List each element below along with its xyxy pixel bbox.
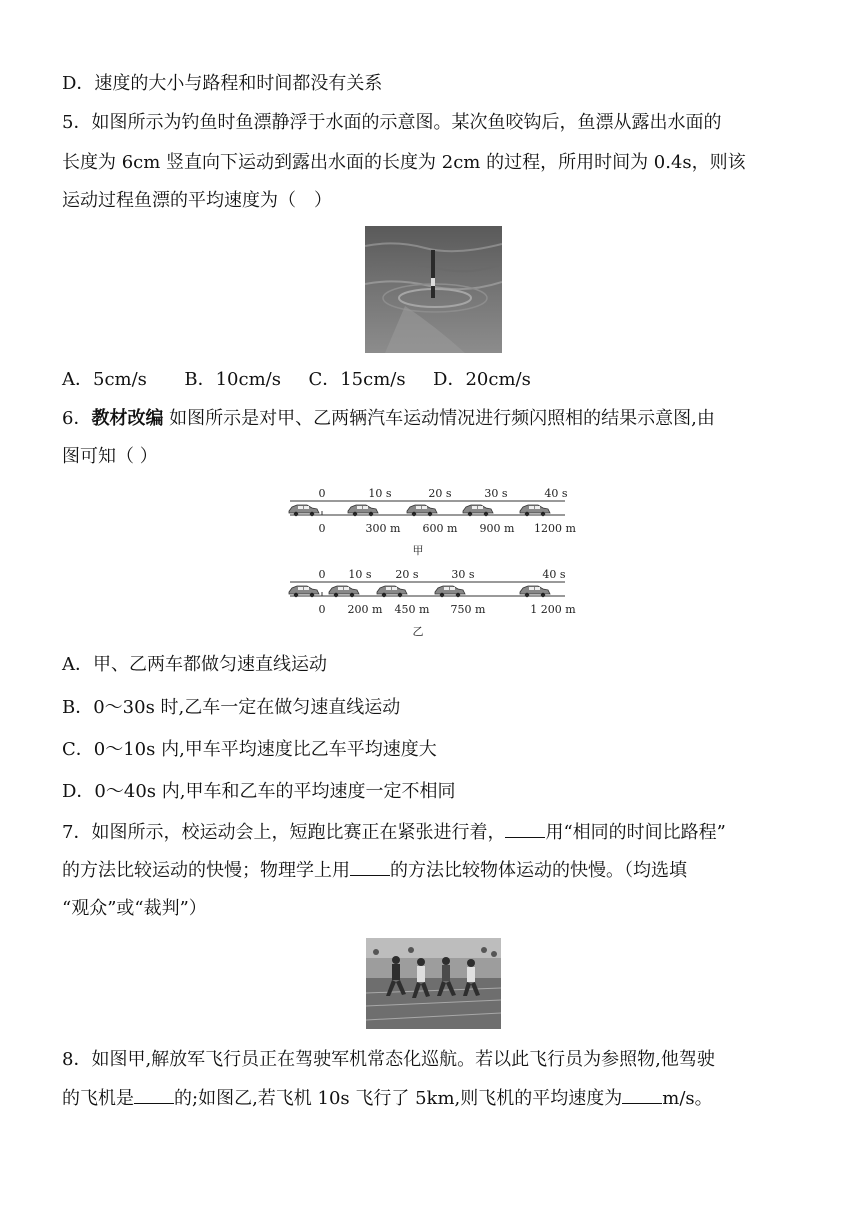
q5-option-c[interactable]: C．15cm/s	[308, 369, 406, 390]
q7-text-line2	[62, 857, 687, 884]
jia-dist-0: 0	[318, 522, 326, 535]
jia-dist-1: 300 m	[365, 522, 401, 535]
jia-time-4: 40 s	[544, 487, 568, 500]
q8-blank-1[interactable]	[134, 1085, 174, 1104]
q6-text-line2: 图可知（ ）	[62, 446, 158, 467]
jia-time-0: 0	[318, 487, 326, 500]
q6-line1-rest: 如图所示是对甲、乙两辆汽车运动情况进行频闪照相的结果示意图,由	[163, 408, 715, 429]
fishing-float-photo	[365, 226, 502, 353]
jia-dist-2: 600 m	[422, 522, 458, 535]
q8-line2-c: m/s。	[662, 1088, 713, 1109]
jia-caption: 甲	[412, 544, 424, 557]
q8-blank-2[interactable]	[622, 1085, 662, 1104]
yi-caption: 乙	[412, 625, 424, 638]
sprint-race-image	[366, 938, 501, 1029]
q6-text-line1	[62, 406, 715, 432]
yi-dist-3: 750 m	[450, 603, 486, 616]
q7-blank-1[interactable]	[505, 819, 545, 838]
car-motion-diagram	[285, 483, 580, 643]
jia-time-1: 10 s	[368, 487, 392, 500]
yi-time-1: 10 s	[348, 568, 372, 581]
q6-option-d[interactable]: D．0～40s 内,甲车和乙车的平均速度一定不相同	[62, 781, 456, 802]
q7-text-line3: “观众”或“裁判”）	[62, 898, 207, 919]
q5-option-b[interactable]: B．10cm/s	[184, 369, 281, 390]
jia-time-2: 20 s	[428, 487, 452, 500]
q5-text-line1: 5．如图所示为钓鱼时鱼漂静浮于水面的示意图。某次鱼咬钩后，鱼漂从露出水面的	[62, 112, 722, 133]
yi-dist-2: 450 m	[394, 603, 430, 616]
q5-options	[62, 367, 531, 393]
yi-dist-0: 0	[318, 603, 326, 616]
q7-line1-b: 用“相同的时间比路程”	[545, 822, 726, 843]
yi-time-0: 0	[318, 568, 326, 581]
q8-text-line1: 8．如图甲,解放军飞行员正在驾驶军机常态化巡航。若以此飞行员为参照物,他驾驶	[62, 1049, 715, 1070]
q8-line2-a: 的飞机是	[62, 1088, 134, 1109]
q7-line2-a: 的方法比较运动的快慢；物理学上用	[62, 860, 350, 881]
yi-time-3: 30 s	[451, 568, 475, 581]
q5-text-line3: 运动过程鱼漂的平均速度为（ ）	[62, 190, 332, 211]
q5-text-line2: 长度为 6cm 竖直向下运动到露出水面的长度为 2cm 的过程，所用时间为 0.4s，则该	[62, 152, 746, 173]
q4-option-d: D．速度的大小与路程和时间都没有关系	[62, 73, 383, 94]
yi-dist-1: 200 m	[347, 603, 383, 616]
q5-option-a[interactable]: A．5cm/s	[62, 369, 147, 390]
q7-blank-2[interactable]	[350, 857, 390, 876]
q6-option-a[interactable]: A．甲、乙两车都做匀速直线运动	[62, 654, 327, 675]
yi-dist-4: 1 200 m	[530, 603, 576, 616]
q8-line2-b: 的;如图乙,若飞机 10s 飞行了 5km,则飞机的平均速度为	[174, 1088, 623, 1109]
q7-line2-b: 的方法比较物体运动的快慢。（均选填	[390, 860, 687, 881]
jia-dist-3: 900 m	[479, 522, 515, 535]
jia-dist-4: 1200 m	[534, 522, 576, 535]
yi-time-2: 20 s	[395, 568, 419, 581]
q7-text-line1	[62, 819, 726, 846]
q8-text-line2	[62, 1085, 713, 1112]
q6-number: 6．	[62, 408, 92, 429]
sprint-race-photo	[366, 938, 501, 1029]
jia-time-3: 30 s	[484, 487, 508, 500]
fishing-float-image	[365, 226, 502, 353]
q6-car-diagram	[285, 483, 580, 643]
q6-tag: 教材改编	[91, 408, 164, 429]
q6-option-b[interactable]: B．0～30s 时,乙车一定在做匀速直线运动	[62, 697, 401, 718]
q5-option-d[interactable]: D．20cm/s	[433, 369, 531, 390]
q6-option-c[interactable]: C．0～10s 内,甲车平均速度比乙车平均速度大	[62, 739, 437, 760]
yi-time-4: 40 s	[542, 568, 566, 581]
q7-line1-a: 7．如图所示，校运动会上，短跑比赛正在紧张进行着，	[62, 822, 506, 843]
